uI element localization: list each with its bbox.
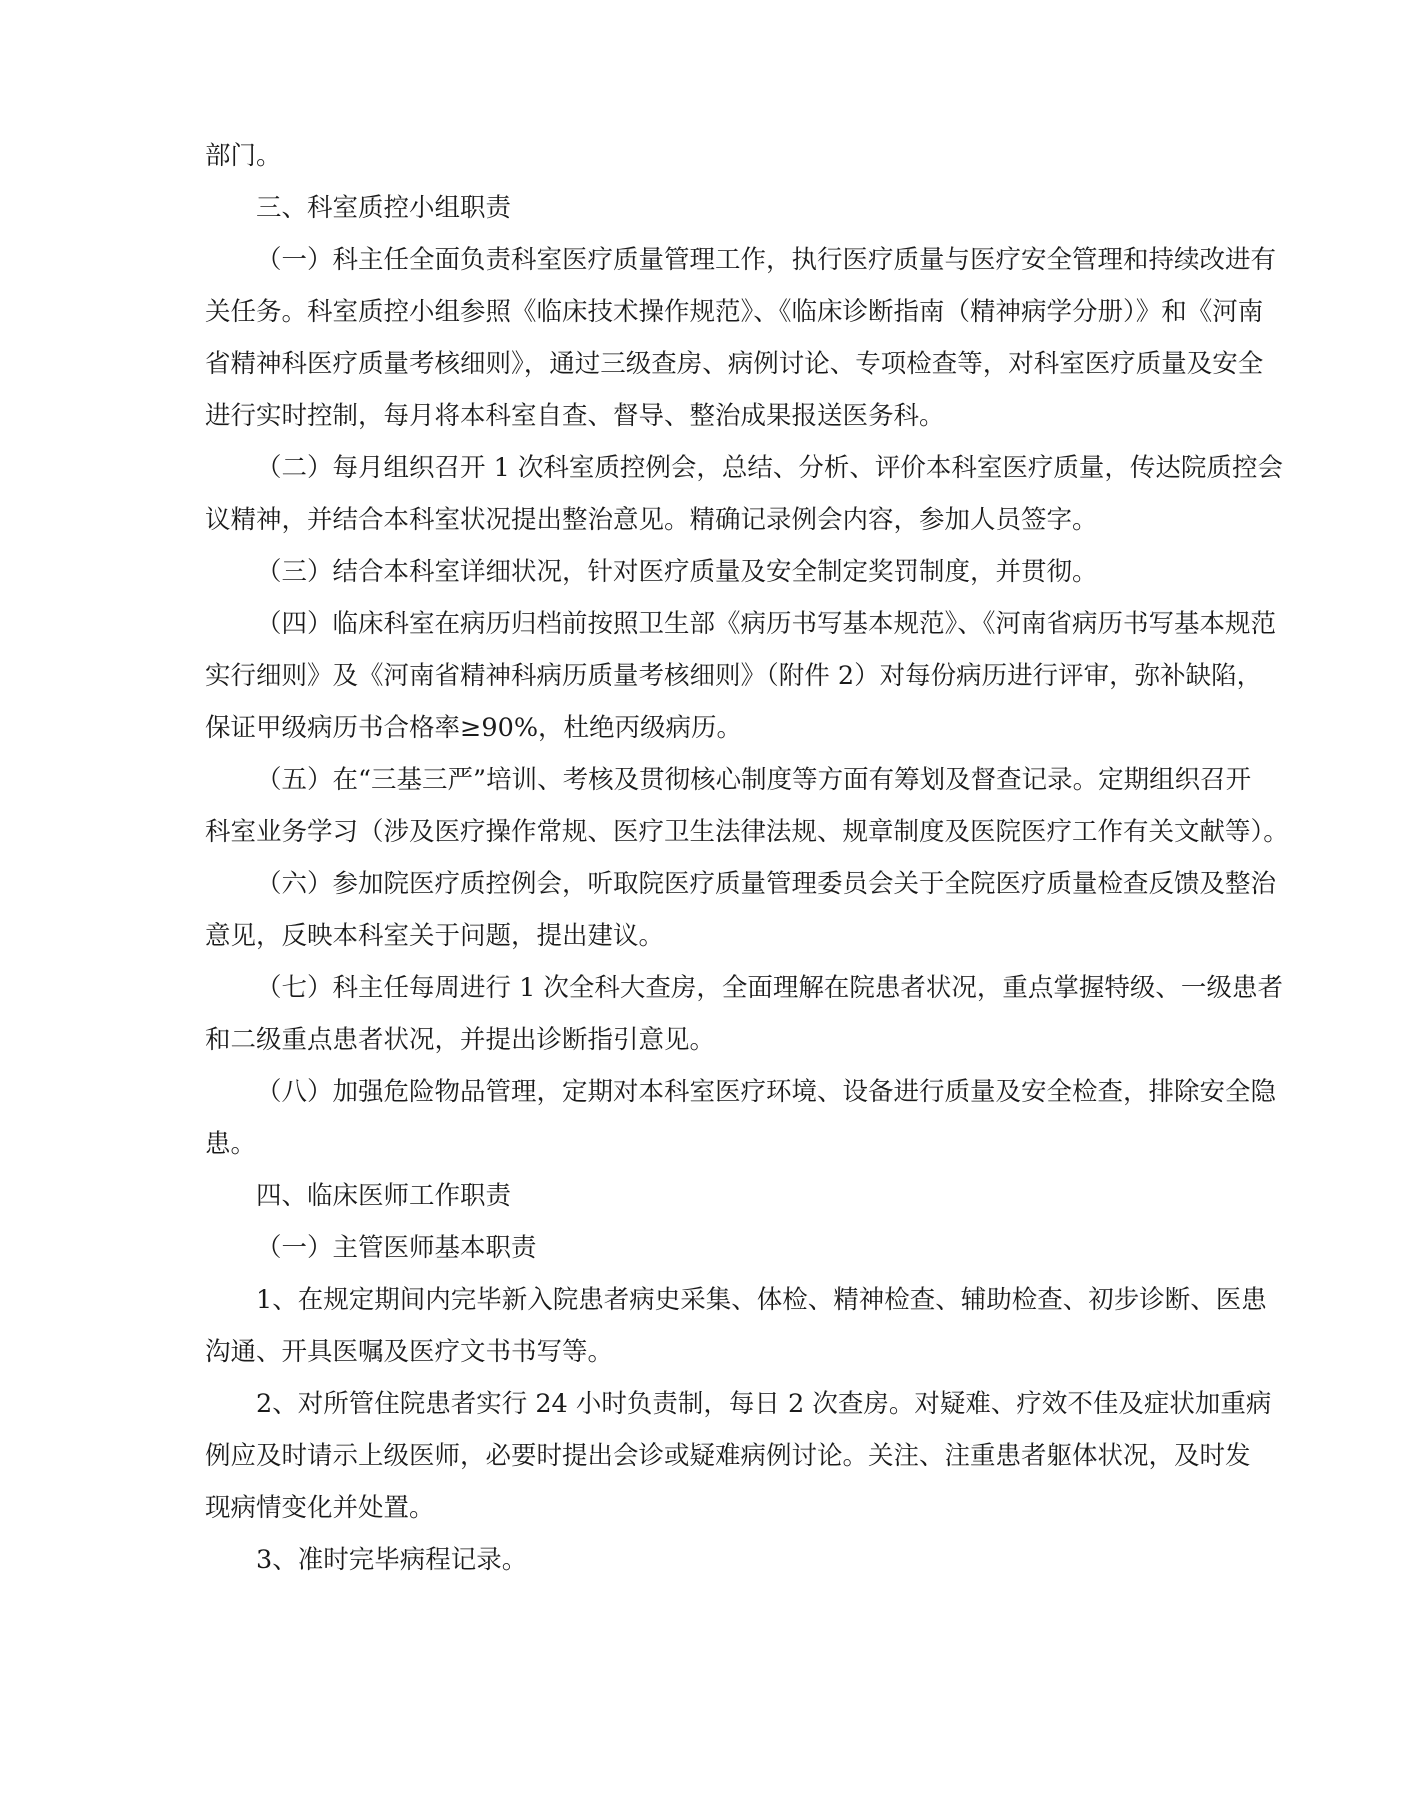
paragraph [205,234,1277,442]
text-line: （八）加强危险物品管理，定期对本科室医疗环境、设备进行质量及安全检查，排除安全隐 [256,1077,1277,1107]
text-line: 现病情变化并处置。 [205,1493,435,1523]
text-line: 意见，反映本科室关于问题，提出建议。 [205,921,665,951]
paragraph [205,1066,1277,1170]
paragraph [205,858,1277,962]
text-line: 2、对所管住院患者实行 24 小时负责制，每日 2 次查房。对疑难、疗效不佳及症状加重病 [256,1389,1272,1419]
paragraph [205,598,1277,754]
text-line: （七）科主任每周进行 1 次全科大查房，全面理解在院患者状况，重点掌握特级、一级患者 [256,973,1283,1003]
text-line: 科室业务学习（涉及医疗操作常规、医疗卫生法律法规、规章制度及医院医疗工作有关文献等）。 [205,817,1289,847]
text-line: （二）每月组织召开 1 次科室质控例会，总结、分析、评价本科室医疗质量，传达院质控会 [256,453,1283,483]
text-line: 关任务。科室质控小组参照《临床技术操作规范》、《临床诊断指南（精神病学分册）》和《河南 [205,297,1264,327]
text-line: （五）在“三基三严”培训、考核及贯彻核心制度等方面有筹划及督查记录。定期组织召开 [256,765,1252,795]
paragraph [205,546,1205,598]
text-line: （一）主管医师基本职责 [256,1233,537,1263]
text-line: （六）参加院医疗质控例会，听取院医疗质量管理委员会关于全院医疗质量检查反馈及整治 [256,869,1277,899]
text-line: 四、临床医师工作职责 [256,1181,512,1211]
text-line: 三、科室质控小组职责 [256,193,512,223]
paragraph [205,1378,1272,1534]
text-line: （一）科主任全面负责科室医疗质量管理工作，执行医疗质量与医疗安全管理和持续改进有 [256,245,1277,275]
text-line: 患。 [205,1129,257,1159]
paragraph [205,1274,1267,1378]
text-line: 1、在规定期间内完毕新入院患者病史采集、体检、精神检查、辅助检查、初步诊断、医患 [256,1285,1267,1315]
paragraph [205,182,1205,234]
text-line: 沟通、开具医嘱及医疗文书书写等。 [205,1337,614,1367]
paragraph [205,130,1205,182]
text-line: 省精神科医疗质量考核细则》，通过三级查房、病例讨论、专项检查等，对科室医疗质量及安全 [205,349,1264,379]
text-line: 进行实时控制，每月将本科室自查、督导、整治成果报送医务科。 [205,401,945,431]
text-line: （四）临床科室在病历归档前按照卫生部《病历书写基本规范》、《河南省病历书写基本规范 [256,609,1277,639]
paragraph [205,962,1283,1066]
text-line: （三）结合本科室详细状况，针对医疗质量及安全制定奖罚制度，并贯彻。 [256,557,1098,587]
text-line: 保证甲级病历书合格率≥90%，杜绝丙级病历。 [205,713,743,743]
paragraph [205,1222,1205,1274]
text-line: 3、准时完毕病程记录。 [256,1545,528,1575]
text-line: 实行细则》及《河南省精神科病历质量考核细则》（附件 2）对每份病历进行评审，弥补缺陷， [205,661,1263,691]
paragraph [205,1170,1205,1222]
paragraph [205,1534,1205,1586]
text-line: 和二级重点患者状况，并提出诊断指引意见。 [205,1025,716,1055]
text-line: 议精神，并结合本科室状况提出整治意见。精确记录例会内容，参加人员签字。 [205,505,1098,535]
text-line: 部门。 [205,141,282,171]
paragraph [205,754,1289,858]
document-body [205,130,1289,1586]
paragraph [205,442,1283,546]
text-line: 例应及时请示上级医师，必要时提出会诊或疑难病例讨论。关注、注重患者躯体状况，及时发 [205,1441,1251,1471]
